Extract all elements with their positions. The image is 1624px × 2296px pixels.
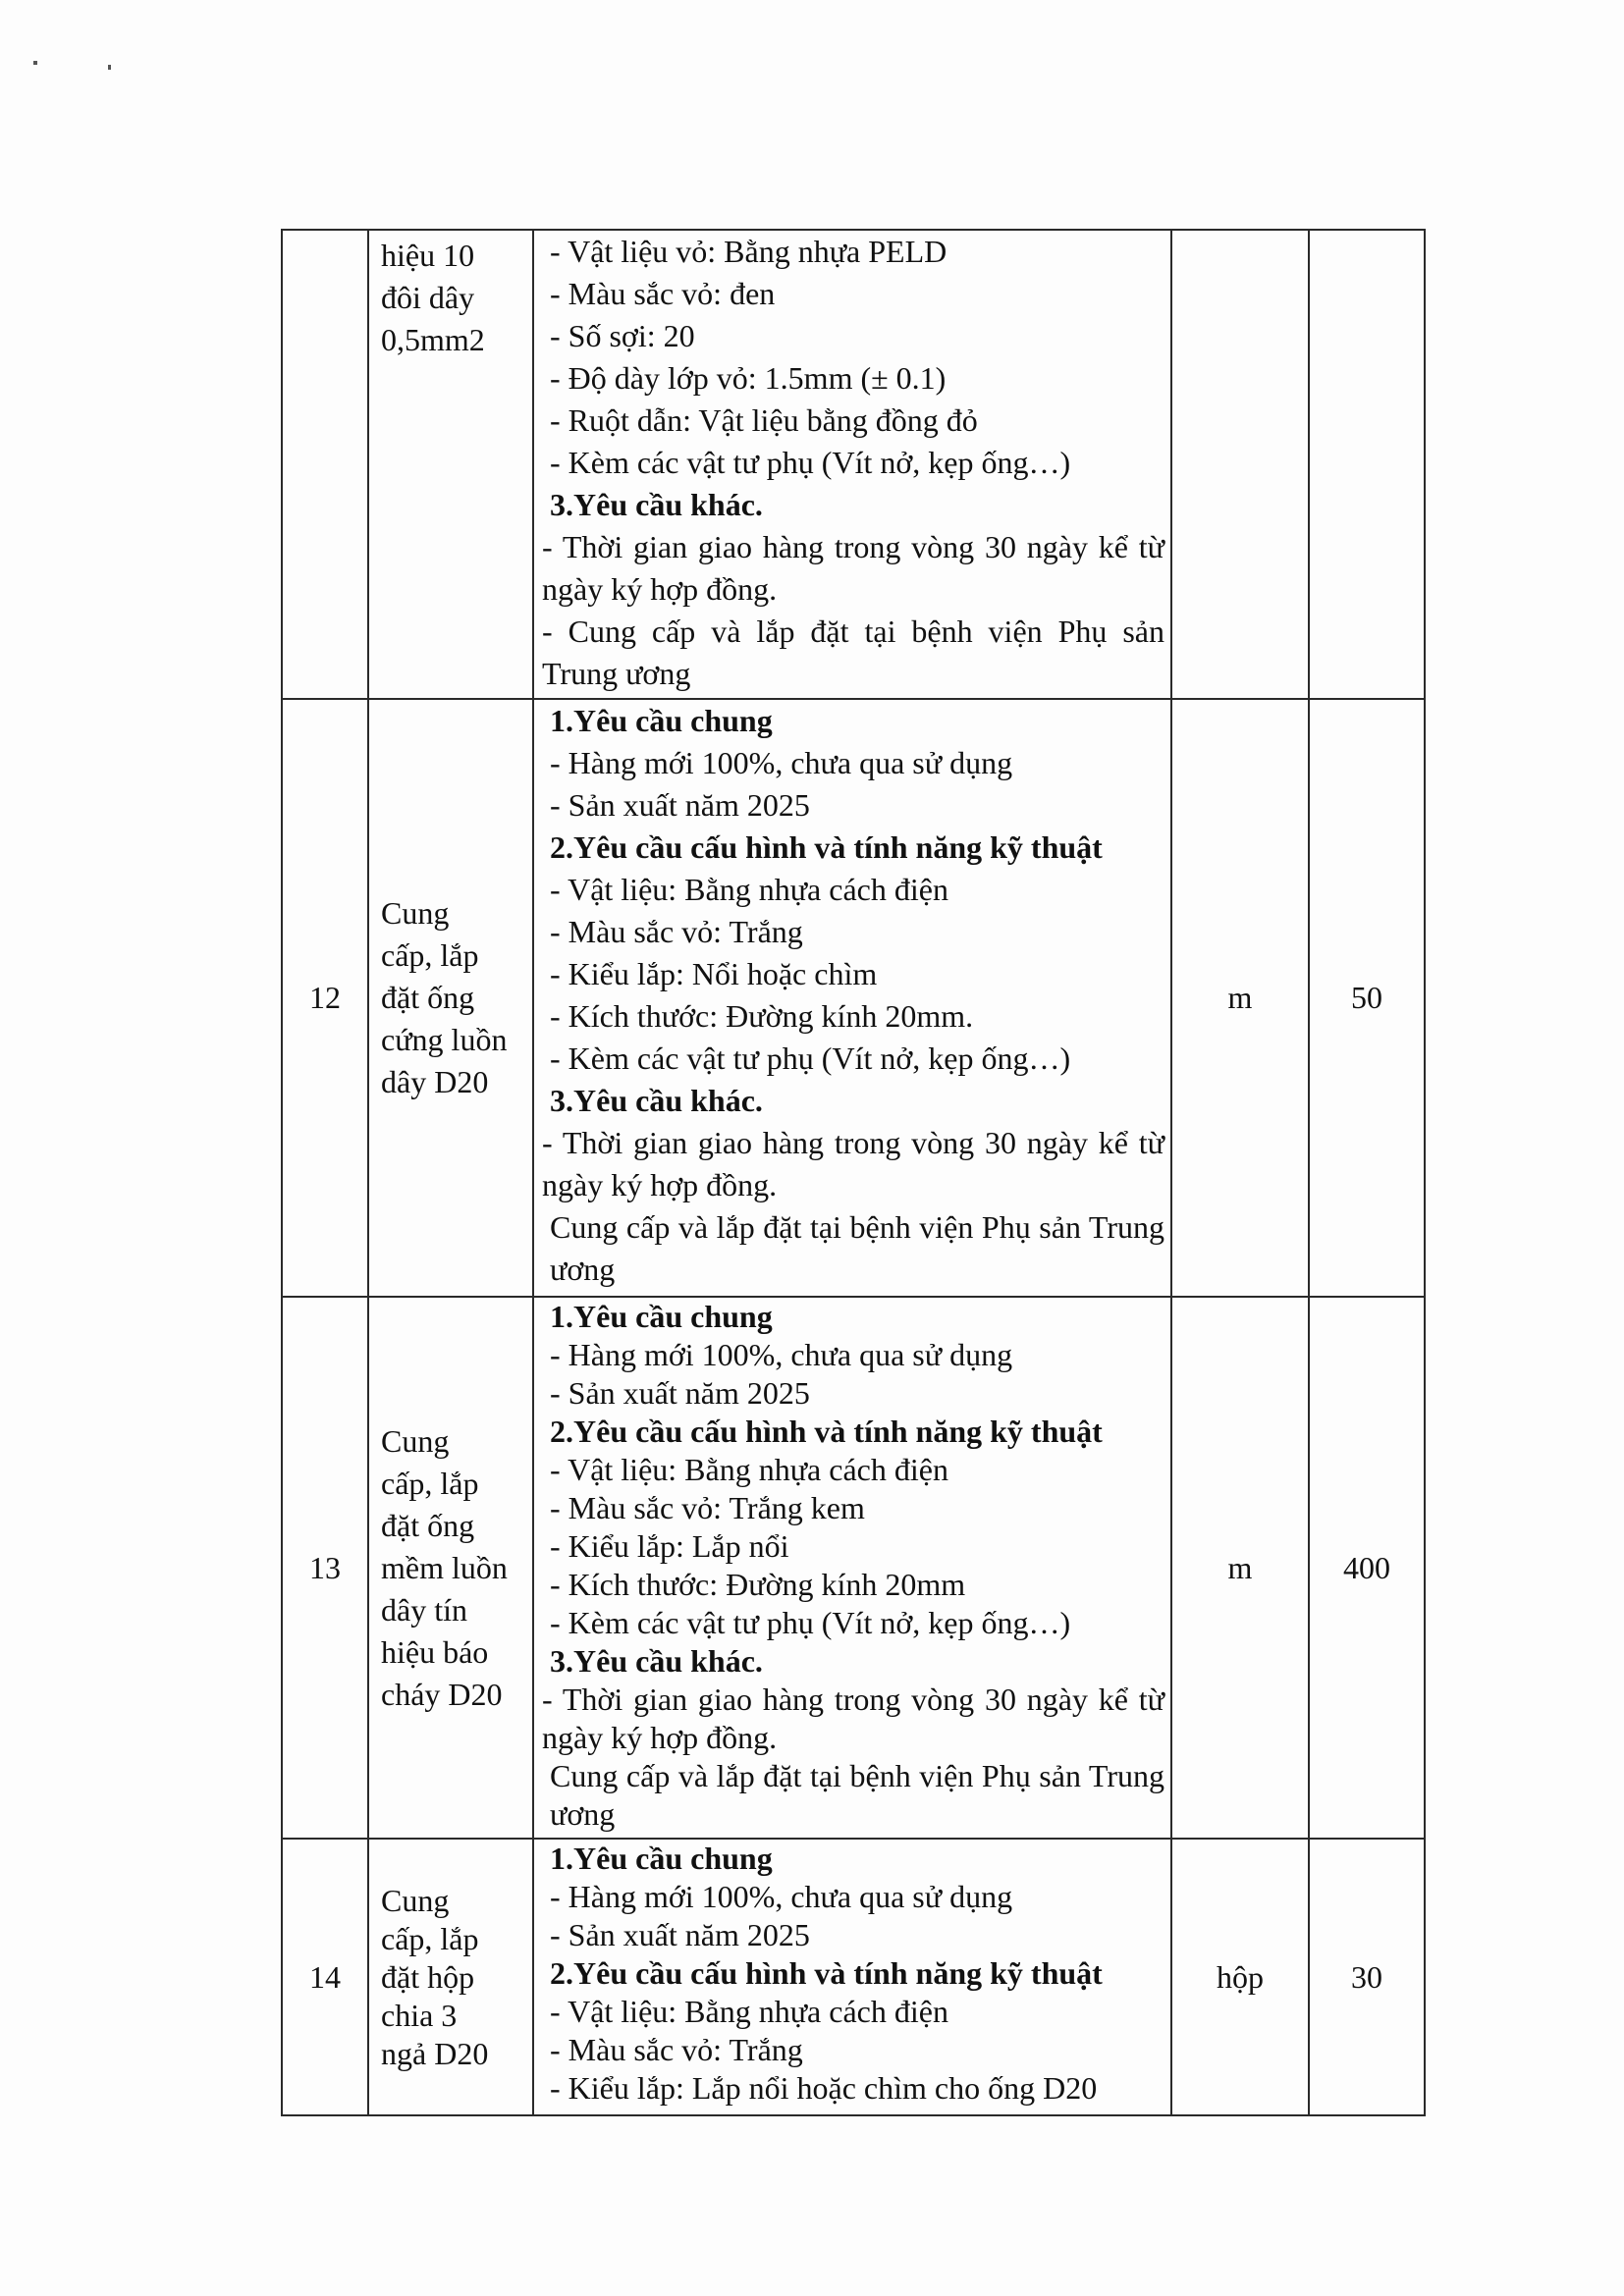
requirement-line: - Vật liệu: Bằng nhựa cách điện (550, 1452, 948, 1487)
requirement-line: - Kèm các vật tư phụ (Vít nở, kẹp ống…) (550, 445, 1071, 480)
requirement-line: Cung cấp và lắp đặt tại bệnh viện Phụ sản Trung ương (550, 1209, 1164, 1287)
scan-speck (33, 61, 37, 65)
requirements-cell (533, 1839, 1171, 2115)
requirements-cell (533, 699, 1171, 1297)
requirement-line: - Thời gian giao hàng trong vòng 30 ngày kể từ ngày ký hợp đồng. (542, 529, 1164, 607)
requirement-line: - Sản xuất năm 2025 (550, 1917, 810, 1952)
requirement-line: - Thời gian giao hàng trong vòng 30 ngày kể từ ngày ký hợp đồng. (542, 1682, 1164, 1755)
requirement-line: - Độ dày lớp vỏ: 1.5mm (± 0.1) (550, 360, 947, 396)
section-heading: 1.Yêu cầu chung (550, 703, 773, 738)
table-row (282, 699, 1425, 1297)
quantity-cell: 30 (1309, 1839, 1425, 2115)
requirement-line: - Sản xuất năm 2025 (550, 1375, 810, 1411)
item-name-line: dây D20 (381, 1064, 489, 1099)
item-name-cell (368, 1297, 533, 1839)
row-number-cell: 14 (282, 1839, 368, 2115)
unit-cell: m (1171, 699, 1309, 1297)
item-name-line: cứng luồn (381, 1022, 508, 1057)
quantity-cell: 400 (1309, 1297, 1425, 1839)
item-name-line: đặt ống (381, 980, 475, 1015)
unit-cell: hộp (1171, 1839, 1309, 2115)
section-heading: 2.Yêu cầu cấu hình và tính năng kỹ thuật (550, 1955, 1103, 1991)
quantity-cell: 50 (1309, 699, 1425, 1297)
item-name-line: cấp, lắp (381, 937, 479, 973)
requirement-line: - Cung cấp và lắp đặt tại bệnh viện Phụ sản Trung ương (542, 614, 1164, 691)
requirement-line: - Hàng mới 100%, chưa qua sử dụng (550, 1337, 1013, 1372)
item-name-line: đặt ống (381, 1507, 475, 1543)
item-name-line: ngả D20 (381, 2035, 489, 2071)
item-name-line: cấp, lắp (381, 1465, 479, 1501)
item-name-line: cháy D20 (381, 1676, 503, 1712)
row-number-cell: 12 (282, 699, 368, 1297)
section-heading: 3.Yêu cầu khác. (550, 1083, 763, 1118)
item-name-cell (368, 230, 533, 699)
requirement-line: - Kích thước: Đường kính 20mm. (550, 998, 974, 1034)
item-name-line: hiệu 10 (381, 238, 475, 273)
section-heading: 2.Yêu cầu cấu hình và tính năng kỹ thuật (550, 829, 1103, 865)
section-heading: 3.Yêu cầu khác. (550, 1643, 763, 1679)
requirement-line: - Ruột dẫn: Vật liệu bằng đồng đỏ (550, 402, 978, 438)
item-name-line: Cung (381, 895, 450, 931)
item-name-line: 0,5mm2 (381, 322, 485, 357)
requirements-cell (533, 1297, 1171, 1839)
requirement-line: - Vật liệu: Bằng nhựa cách điện (550, 1994, 948, 2029)
table-row (282, 1297, 1425, 1839)
requirement-line: - Sản xuất năm 2025 (550, 787, 810, 823)
table-body (282, 230, 1425, 2115)
requirement-line: - Hàng mới 100%, chưa qua sử dụng (550, 745, 1013, 780)
requirement-line: - Màu sắc vỏ: Trắng kem (550, 1490, 865, 1525)
specification-table (281, 229, 1426, 2116)
scan-speck (108, 65, 111, 70)
table-row (282, 1839, 1425, 2115)
requirement-line: - Vật liệu: Bằng nhựa cách điện (550, 872, 948, 907)
table-row (282, 230, 1425, 699)
unit-cell: m (1171, 1297, 1309, 1839)
requirements-cell (533, 230, 1171, 699)
item-name-line: mềm luồn (381, 1549, 508, 1585)
item-name-line: dây tín (381, 1591, 467, 1628)
item-name-cell (368, 699, 533, 1297)
requirement-line: - Số sợi: 20 (550, 318, 695, 353)
requirement-line: - Kiểu lắp: Nổi hoặc chìm (550, 956, 878, 991)
item-name-cell (368, 1839, 533, 2115)
requirement-line: - Màu sắc vỏ: đen (550, 276, 776, 311)
section-heading: 3.Yêu cầu khác. (550, 487, 763, 522)
requirement-line: - Kèm các vật tư phụ (Vít nở, kẹp ống…) (550, 1605, 1071, 1640)
row-number-cell: 13 (282, 1297, 368, 1839)
item-name-line: hiệu báo (381, 1633, 489, 1670)
requirement-line: - Thời gian giao hàng trong vòng 30 ngày kể từ ngày ký hợp đồng. (542, 1125, 1164, 1202)
requirement-line: - Kiểu lắp: Lắp nổi (550, 1528, 789, 1564)
section-heading: 2.Yêu cầu cấu hình và tính năng kỹ thuật (550, 1414, 1103, 1449)
unit-cell (1171, 230, 1309, 699)
section-heading: 1.Yêu cầu chung (550, 1299, 773, 1334)
requirement-line: Cung cấp và lắp đặt tại bệnh viện Phụ sản Trung ương (550, 1758, 1164, 1832)
quantity-cell (1309, 230, 1425, 699)
item-name-line: đặt hộp (381, 1958, 475, 1995)
item-name-line: cấp, lắp (381, 1920, 479, 1956)
requirement-line: - Màu sắc vỏ: Trắng (550, 2032, 803, 2067)
section-heading: 1.Yêu cầu chung (550, 1841, 773, 1876)
requirement-line: - Hàng mới 100%, chưa qua sử dụng (550, 1879, 1013, 1914)
item-name-line: đôi dây (381, 280, 475, 315)
row-number-cell (282, 230, 368, 699)
requirement-line: - Kiểu lắp: Lắp nổi hoặc chìm cho ống D20 (550, 2070, 1098, 2106)
item-name-line: Cung (381, 1882, 450, 1918)
requirement-line: - Kèm các vật tư phụ (Vít nở, kẹp ống…) (550, 1041, 1071, 1076)
requirement-line: - Màu sắc vỏ: Trắng (550, 914, 803, 949)
requirement-line: - Vật liệu vỏ: Bằng nhựa PELD (550, 234, 947, 269)
item-name-line: Cung (381, 1422, 450, 1459)
item-name-line: chia 3 (381, 1997, 458, 2033)
requirement-line: - Kích thước: Đường kính 20mm (550, 1567, 966, 1602)
